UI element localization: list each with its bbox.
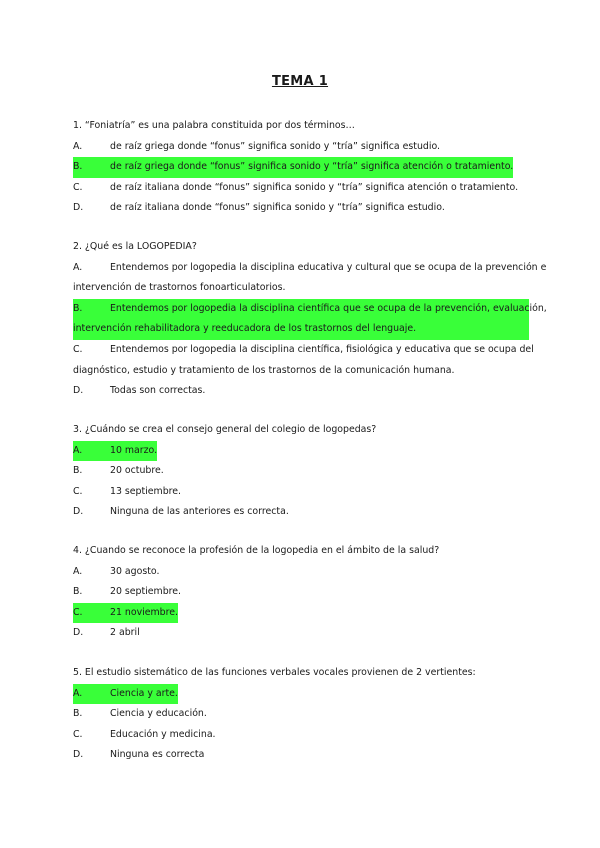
option-c-correct: C. 21 noviembre.: [73, 603, 533, 624]
question-3: [73, 420, 533, 523]
option-d: D. Todas son correctas.: [73, 385, 206, 397]
option-a: A. 30 agosto.: [73, 565, 160, 577]
option-a-correct: A. Ciencia y arte.: [73, 684, 533, 705]
option-d: D. 2 abril: [73, 627, 140, 639]
question-stem: 4. ¿Cuando se reconoce la profesión de la logopedia en el ámbito de la salud?: [73, 545, 440, 556]
option-d: D. Ninguna es correcta: [73, 749, 205, 761]
question-1: [73, 116, 533, 219]
question-stem: 1. “Foniatría” es una palabra constituida por dos términos…: [73, 120, 355, 131]
question-5: [73, 663, 533, 766]
question-4: [73, 541, 533, 644]
option-d: D. Ninguna de las anteriores es correcta.: [73, 506, 289, 518]
option-c: C. Educación y medicina.: [73, 728, 216, 740]
option-b-correct: B. de raíz griega donde “fonus” significa sonido y “tría” significa atención o tratamiento.: [73, 157, 533, 178]
option-c: C. de raíz italiana donde “fonus” significa sonido y “tría” significa atención o tratamiento.: [73, 181, 519, 193]
option-b-correct: B. Entendemos por logopedia la disciplina científica que se ocupa de la prevención, evaluación, intervención rehabilitadora y reeducadora de los trastornos del lenguaje.: [73, 299, 529, 340]
option-a: A. Entendemos por logopedia la disciplina educativa y cultural que se ocupa de la prevención e intervención de trastornos fonoarticulatorios.: [73, 261, 547, 294]
question-stem: 5. El estudio sistemático de las funciones verbales vocales provienen de 2 vertientes:: [73, 667, 476, 678]
option-a: A. de raíz griega donde “fonus” significa sonido y “tría” significa estudio.: [73, 140, 441, 152]
option-b: B. Ciencia y educación.: [73, 708, 207, 720]
option-a-correct: A. 10 marzo.: [73, 441, 533, 462]
option-c: C. 13 septiembre.: [73, 485, 182, 497]
option-b: B. 20 octubre.: [73, 465, 164, 477]
question-stem: 2. ¿Qué es la LOGOPEDIA?: [73, 241, 197, 252]
page-title: TEMA 1: [271, 74, 329, 89]
option-b: B. 20 septiembre.: [73, 586, 182, 598]
option-c: C. Entendemos por logopedia la disciplina científica, fisiológica y educativa que se ocupa del diagnóstico, estudio y tratamiento de los trastornos de la comunicación humana.: [73, 343, 534, 376]
option-d: D. de raíz italiana donde “fonus” significa sonido y “tría” significa estudio.: [73, 202, 445, 214]
question-stem: 3. ¿Cuándo se crea el consejo general del colegio de logopedas?: [73, 424, 377, 435]
question-2: [73, 237, 547, 402]
